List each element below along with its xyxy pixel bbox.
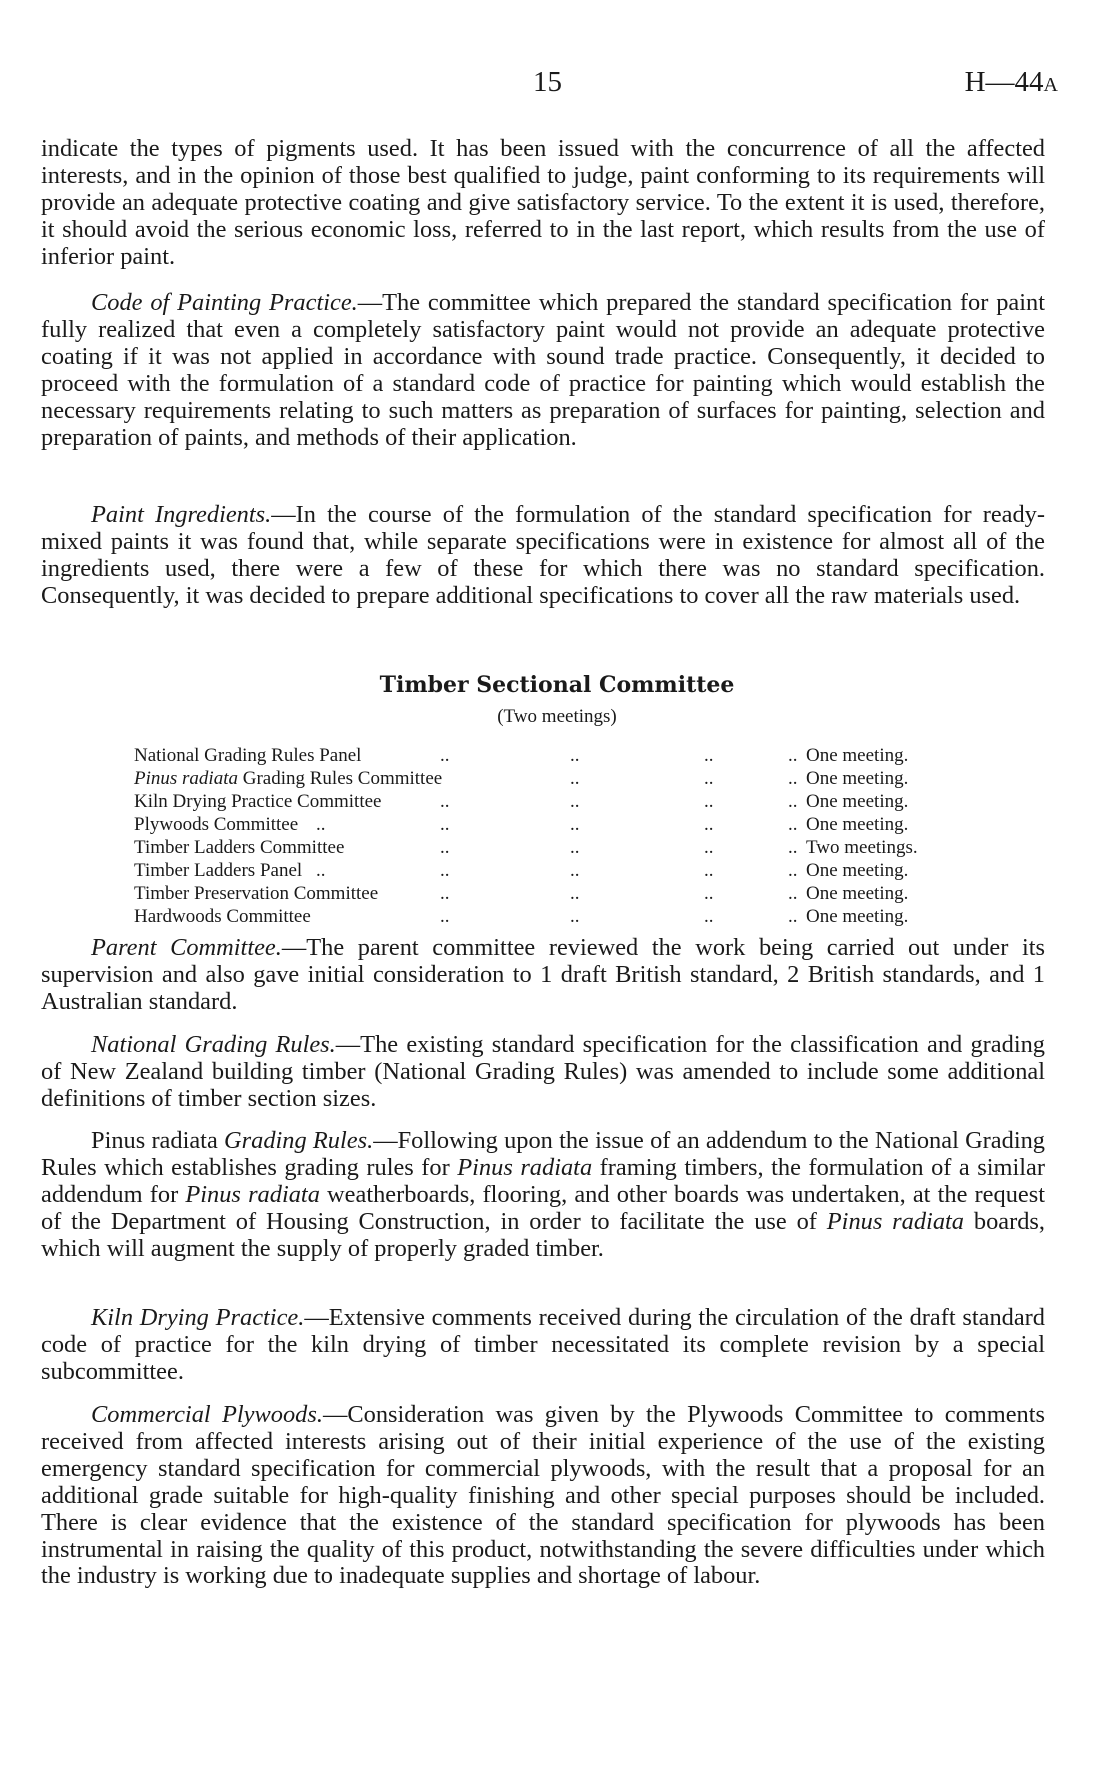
- leader-dot: ..: [704, 791, 714, 812]
- doc-ref-suffix: A: [1043, 74, 1058, 96]
- leader-dot: ..: [704, 768, 714, 789]
- paragraph-parent-committee: [41, 935, 1045, 1016]
- leader-dot: ..: [788, 837, 798, 858]
- page-number: 15: [533, 66, 562, 98]
- leader-dot: ..: [570, 814, 580, 835]
- leader-dot: ..: [704, 837, 714, 858]
- paragraph-text: —The existing standard specification for the classification and grading of New Zealand building timber (National Grading Rules) was amended to include some additional definitions of timber section sizes.: [41, 1031, 1045, 1112]
- leader-dot: ..: [570, 791, 580, 812]
- leader-dot: ..: [570, 745, 580, 766]
- paragraph-text: —In the course of the formulation of the standard specification for ready-mixed paints it was found that, while separate specifications were in existence for almost all of the ingredients used, there were a few of these for which there was no standard specification. Consequently, it was decided to prepare additional specifications to cover all the raw materials used.: [41, 501, 1045, 609]
- paragraph-heading: Parent Committee.: [91, 934, 282, 961]
- committee-meetings-table: [134, 744, 994, 928]
- leader-dot: ..: [440, 883, 450, 904]
- leader-dot: ..: [788, 906, 798, 927]
- committee-meetings-count: One meeting.: [806, 791, 909, 812]
- leader-dot: ..: [440, 837, 450, 858]
- committee-name-text: Hardwoods Committee: [134, 906, 311, 927]
- committee-meetings-count: One meeting.: [806, 906, 909, 927]
- species-name: Pinus radiata: [826, 1207, 965, 1235]
- committee-meetings-count: One meeting.: [806, 860, 909, 881]
- section-subtitle: (Two meetings): [497, 706, 617, 727]
- leader-dot: ..: [440, 860, 450, 881]
- paragraph-code-of-painting-practice: [41, 290, 1045, 451]
- committee-name-text: Plywoods Committee: [134, 814, 299, 835]
- committee-meetings-count: One meeting.: [806, 768, 909, 789]
- paragraph-heading: Paint Ingredients.: [91, 501, 272, 528]
- paragraph-text: framing timbers, the formulation of a similar addendum for: [41, 1153, 1046, 1208]
- leader-dot: ..: [316, 814, 326, 835]
- committee-row: [134, 836, 994, 859]
- leader-dot: ..: [440, 745, 450, 766]
- leader-dot: ..: [570, 768, 580, 789]
- leader-dot: ..: [440, 906, 450, 927]
- committee-meetings-count: One meeting.: [806, 883, 909, 904]
- paragraph-pinus-radiata-grading-rules: [41, 1128, 1045, 1263]
- committee-meetings-count: One meeting.: [806, 814, 909, 835]
- leader-dot: ..: [704, 860, 714, 881]
- committee-row: [134, 859, 994, 882]
- paragraph-text: —The parent committee reviewed the work being carried out under its supervision and also gave initial consideration to 1 draft British standard, 2 British standards, and 1 Australian standard.: [41, 934, 1045, 1015]
- leader-dot: ..: [316, 860, 326, 881]
- committee-row: [134, 905, 994, 928]
- paragraph-pigments: [41, 136, 1045, 271]
- section-title: Timber Sectional Committee: [379, 672, 735, 698]
- leader-dot: ..: [570, 906, 580, 927]
- paragraph-commercial-plywoods: [41, 1402, 1045, 1590]
- paragraph-text: —The committee which prepared the standard specification for paint fully realized that even a completely satisfactory paint would not provide an adequate protective coating if it was not applied in accordance with sound trade practice. Consequently, it decided to proceed with the formulation of a standard code of practice for painting which would establish the necessary requirements relating to such matters as preparation of surfaces for painting, selection and preparation of paints, and methods of their application.: [41, 289, 1045, 451]
- committee-row: [134, 813, 994, 836]
- paragraph-heading: Kiln Drying Practice.: [91, 1304, 305, 1331]
- species-name: Pinus radiata: [185, 1180, 320, 1208]
- leader-dot: ..: [788, 745, 798, 766]
- committee-name-text: Kiln Drying Practice Committee: [134, 791, 382, 812]
- committee-name-text: Timber Ladders Panel: [134, 860, 303, 881]
- species-name: Pinus radiata: [457, 1153, 593, 1181]
- paragraph-heading: Code of Painting Practice.: [91, 289, 358, 316]
- committee-name-text: Timber Ladders Committee: [134, 837, 345, 858]
- leader-dot: ..: [570, 837, 580, 858]
- leader-dot: ..: [440, 791, 450, 812]
- paragraph-heading: Grading Rules.: [224, 1127, 374, 1154]
- committee-row: [134, 767, 994, 790]
- leader-dot: ..: [788, 791, 798, 812]
- paragraph-text: weatherboards, flooring, and other boards was undertaken, at the request of the Department of Housing Construction, in order to facilitate the use of: [41, 1180, 1045, 1235]
- leader-dot: ..: [570, 883, 580, 904]
- leader-dot: ..: [704, 745, 714, 766]
- paragraph-text: boards, which will augment the supply of properly graded timber.: [41, 1207, 1045, 1262]
- paragraph-text: —Following upon the issue of an addendum to the National Grading Rules which establishes grading rules for: [41, 1127, 1045, 1181]
- document-reference: [965, 66, 1058, 99]
- leader-dot: ..: [570, 860, 580, 881]
- paragraph-heading: Commercial Plywoods.: [91, 1401, 323, 1428]
- paragraph-heading: National Grading Rules.: [91, 1031, 336, 1058]
- paragraph-text: —Extensive comments received during the circulation of the draft standard code of practice for the kiln drying of timber necessitated its complete revision by a special subcommittee.: [41, 1304, 1045, 1385]
- committee-name-text: National Grading Rules Panel: [134, 745, 362, 766]
- leader-dot: ..: [788, 814, 798, 835]
- paragraph-text: indicate the types of pigments used. It has been issued with the concurrence of all the affected interests, and in the opinion of those best qualified to judge, paint conforming to its requirements will provide an adequate protective coating and give satisfactory service. To the extent it is used, therefore, it should avoid the serious economic loss, referred to in the last report, which results from the use of inferior paint.: [41, 135, 1045, 270]
- committee-row: [134, 744, 994, 767]
- committee-meetings-count: One meeting.: [806, 745, 909, 766]
- paragraph-text: —Consideration was given by the Plywoods Committee to comments received from affected interests arising out of their initial experience of the use of the existing emergency standard specification for commercial plywoods, with the result that a proposal for an additional grade suitable for high-quality finishing and other special purposes should be included. There is clear evidence that the existence of the standard specification for plywoods has been instrumental in raising the quality of this product, notwithstanding the severe difficulties under which the industry is working due to inadequate supplies and shortage of labour.: [41, 1401, 1045, 1590]
- leader-dot: ..: [704, 906, 714, 927]
- leader-dot: ..: [440, 814, 450, 835]
- committee-row: [134, 790, 994, 813]
- committee-name-text: Timber Preservation Committee: [134, 883, 379, 904]
- leader-dot: ..: [704, 814, 714, 835]
- leader-dot: ..: [788, 860, 798, 881]
- leader-dot: ..: [704, 883, 714, 904]
- committee-name-text: Grading Rules Committee: [237, 768, 443, 789]
- leader-dot: ..: [788, 768, 798, 789]
- paragraph-heading-plain: Pinus radiata: [91, 1127, 225, 1154]
- committee-row: [134, 882, 994, 905]
- paragraph-national-grading-rules: [41, 1032, 1045, 1113]
- doc-ref-main: H—44: [964, 66, 1044, 98]
- paragraph-kiln-drying-practice: [41, 1305, 1045, 1386]
- leader-dot: ..: [788, 883, 798, 904]
- committee-meetings-count: Two meetings.: [806, 837, 918, 858]
- paragraph-paint-ingredients: [41, 502, 1045, 610]
- page-header: [0, 66, 1114, 106]
- committee-name-italic: Pinus radiata: [134, 768, 238, 789]
